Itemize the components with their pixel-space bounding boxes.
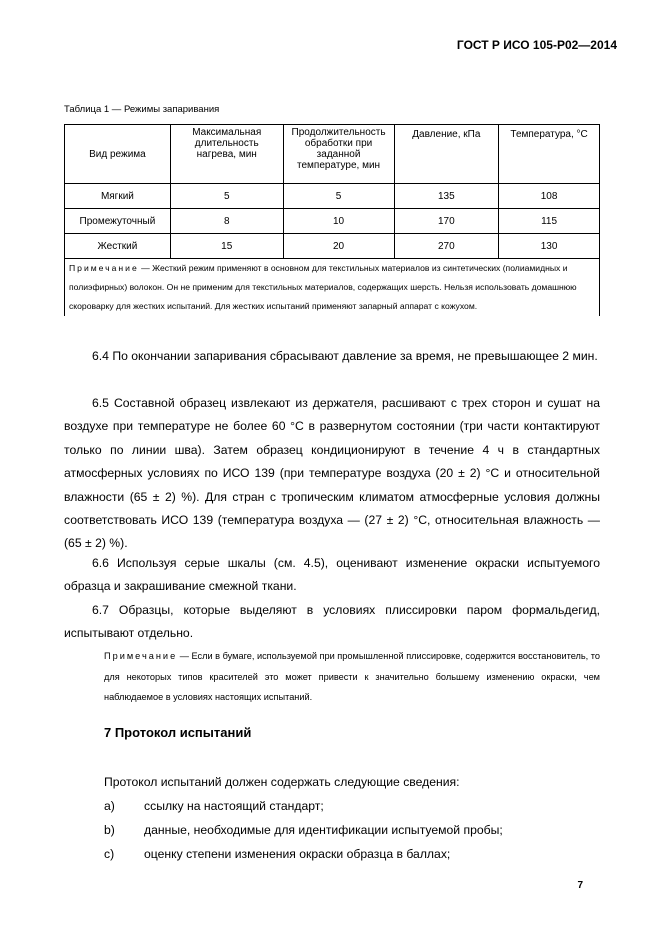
header-cell: Вид режима [65, 125, 171, 184]
table-cell: 10 [283, 209, 394, 234]
list-text: данные, необходимые для идентификации испытуемой пробы; [144, 823, 503, 837]
table-row [65, 209, 600, 234]
table-note-row [65, 259, 600, 317]
table-row [65, 234, 600, 259]
table-cell: Промежуточный [65, 209, 171, 234]
note-text: — Жесткий режим применяют в основном для текстильных материалов из синтетических (полиамидных и полиэфирных) волокон. Он не применим для текстильных материалов, содержащих шерсть. Нельзя использовать домашнюю скороварку для жестких испытаний. Для жестких испытаний применяют запарный аппарат с кожухом. [69, 263, 577, 311]
steaming-modes-table [64, 124, 600, 316]
table-cell: Жесткий [65, 234, 171, 259]
table-cell: 108 [499, 184, 600, 209]
table-cell: Мягкий [65, 184, 171, 209]
table-cell: 20 [283, 234, 394, 259]
list-marker: a) [104, 799, 115, 813]
paragraph-text: 6.5 Составной образец извлекают из держателя, расшивают с трех сторон и сушат на воздухе при температуре не более 60 °С в развернутом состоянии (три части контактируют только по линии шва). Затем образец кондиционируют в течение 4 ч в стандартных атмосферных условиях по ИСО 139 (при температуре воздуха (20 ± 2) °С и относительной влажности (65 ± 2) %). Для стран с тропическим климатом атмосферные условия должны соответствовать ИСО 139 (температура воздуха — (27 ± 2) °С, относительная влажность — (65 ± 2) %). [64, 396, 600, 551]
table-note [65, 259, 600, 317]
paragraph-text: 6.7 Образцы, которые выделяют в условиях плиссировки паром формальдегид, испытывают отдельно. [64, 603, 600, 641]
table-cell: 270 [394, 234, 499, 259]
header-cell: Максимальная длительность нагрева, мин [170, 125, 283, 184]
note-label: Примечание [69, 263, 139, 273]
list-text: оценку степени изменения окраски образца в баллах; [144, 847, 451, 861]
paragraph-text: 6.6 Используя серые шкалы (см. 4.5), оценивают изменение окраски испытуемого образца и закрашивание смежной ткани. [64, 556, 600, 594]
paragraph-6-4 [64, 345, 600, 368]
paragraph-text: 6.4 По окончании запаривания сбрасывают давление за время, не превышающее 2 мин. [92, 349, 598, 363]
table-cell: 170 [394, 209, 499, 234]
paragraph-6-5 [64, 392, 600, 556]
note-text: — Если в бумаге, используемой при промышленной плиссировке, содержится восстановитель, то для некоторых типов красителей это может привести к значительно большему изменению окраски, чем наблюдаемое в условиях настоящих испытаний. [104, 651, 600, 702]
list-marker: c) [104, 847, 115, 861]
table-row [65, 184, 600, 209]
list-item [104, 799, 324, 813]
list-item [104, 847, 450, 861]
table-cell: 5 [283, 184, 394, 209]
list-text: ссылку на настоящий стандарт; [144, 799, 324, 813]
list-marker: b) [104, 823, 115, 837]
paragraph-6-7 [64, 599, 600, 646]
table-cell: 115 [499, 209, 600, 234]
table-cell: 130 [499, 234, 600, 259]
note-label: Примечание [104, 651, 178, 661]
header-cell: Продолжительность обработки при заданной температуре, мин [283, 125, 394, 184]
list-item [104, 823, 503, 837]
section-title: 7 Протокол испытаний [104, 725, 252, 740]
table-cell: 135 [394, 184, 499, 209]
table-cell: 15 [170, 234, 283, 259]
paragraph-6-6 [64, 552, 600, 599]
table-caption: Таблица 1 — Режимы запаривания [64, 104, 220, 115]
note-paragraph [104, 646, 600, 708]
table-cell: 5 [170, 184, 283, 209]
header-cell: Давление, кПа [394, 125, 499, 184]
header-cell: Температура, °С [499, 125, 600, 184]
document-header: ГОСТ Р ИСО 105-Р02—2014 [456, 38, 617, 52]
protocol-intro: Протокол испытаний должен содержать следующие сведения: [104, 775, 460, 789]
table-header-row [65, 125, 600, 184]
page-number: 7 [577, 880, 583, 891]
table-cell: 8 [170, 209, 283, 234]
